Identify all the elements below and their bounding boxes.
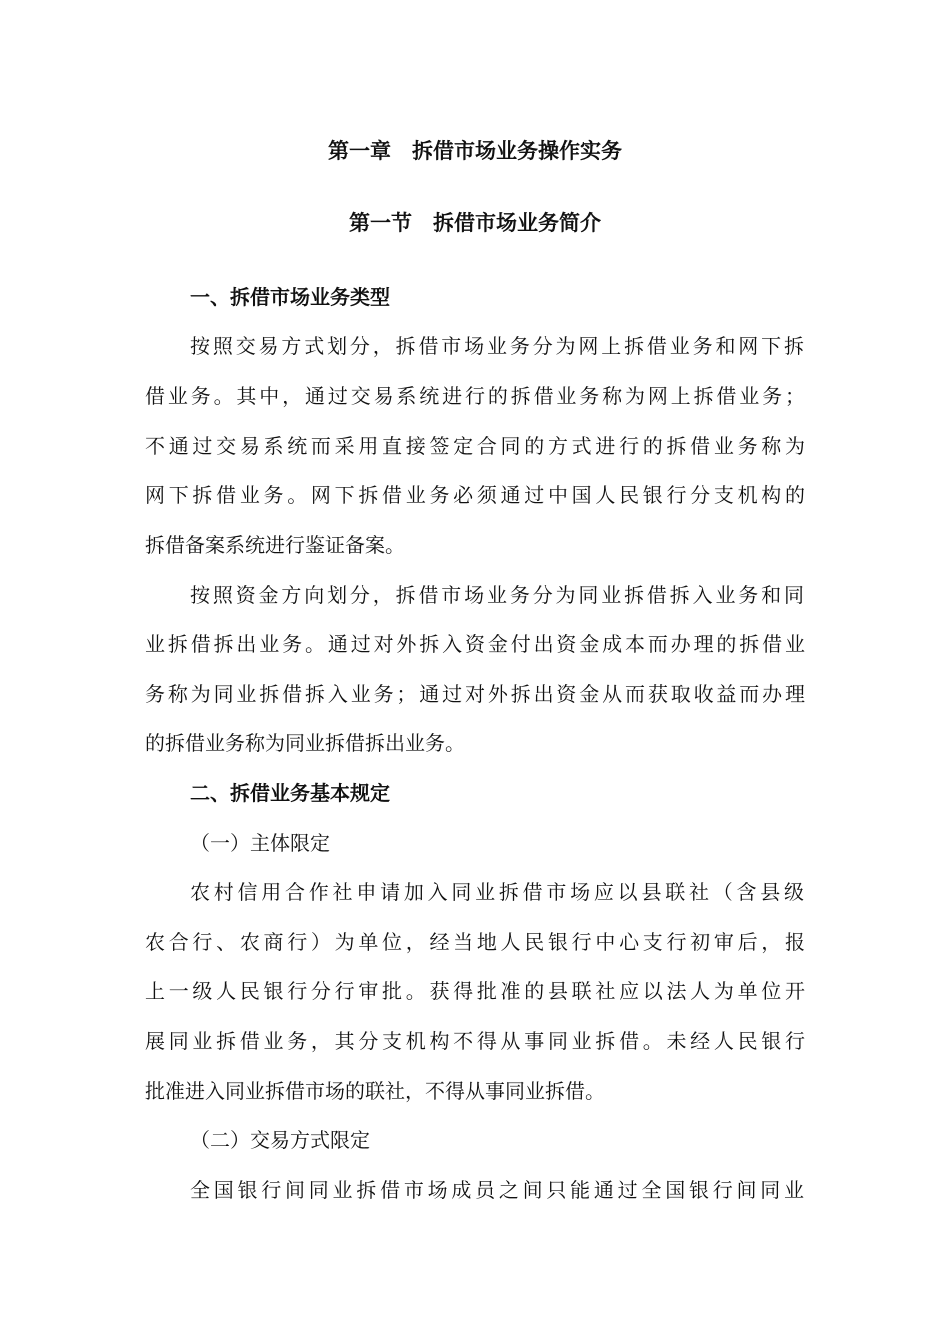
- para-4-line-1: 全国银行间同业拆借市场成员之间只能通过全国银行间同业: [190, 1178, 804, 1202]
- para-1-line-4: 网下拆借业务。网下拆借业务必须通过中国人民银行分支机构的: [145, 483, 805, 507]
- para-1-line-5: 拆借备案系统进行鉴证备案。: [145, 533, 405, 557]
- para-3-line-4: 展同业拆借业务，其分支机构不得从事同业拆借。未经人民银行: [145, 1029, 805, 1053]
- para-1-line-1: 按照交易方式划分，拆借市场业务分为网上拆借业务和网下拆: [190, 334, 804, 358]
- subheading-subject-limits: （一）主体限定: [190, 831, 330, 855]
- para-3-line-3: 上一级人民银行分行审批。获得批准的县联社应以法人为单位开: [145, 979, 805, 1003]
- para-2-line-3: 务称为同业拆借拆入业务；通过对外拆出资金从而获取收益而办理: [145, 682, 805, 706]
- para-1-line-2: 借业务。其中，通过交易系统进行的拆借业务称为网上拆借业务；: [145, 384, 805, 408]
- subheading-trading-method: （二）交易方式限定: [190, 1128, 370, 1152]
- para-1-line-3: 不通过交易系统而采用直接签定合同的方式进行的拆借业务称为: [145, 434, 805, 458]
- para-2-line-1: 按照资金方向划分，拆借市场业务分为同业拆借拆入业务和同: [190, 583, 804, 607]
- para-3-line-5: 批准进入同业拆借市场的联社，不得从事同业拆借。: [145, 1079, 605, 1103]
- chapter-title: 第一章 拆借市场业务操作实务: [328, 138, 622, 163]
- para-3-line-1: 农村信用合作社申请加入同业拆借市场应以县联社（含县级: [190, 880, 804, 904]
- heading-business-types: 一、拆借市场业务类型: [190, 285, 390, 309]
- para-2-line-2: 业拆借拆出业务。通过对外拆入资金付出资金成本而办理的拆借业: [145, 632, 805, 656]
- para-2-line-4: 的拆借业务称为同业拆借拆出业务。: [145, 731, 465, 755]
- section-title: 第一节 拆借市场业务简介: [349, 210, 601, 235]
- para-3-line-2: 农合行、农商行）为单位，经当地人民银行中心支行初审后，报: [145, 930, 805, 954]
- heading-basic-rules: 二、拆借业务基本规定: [190, 781, 390, 805]
